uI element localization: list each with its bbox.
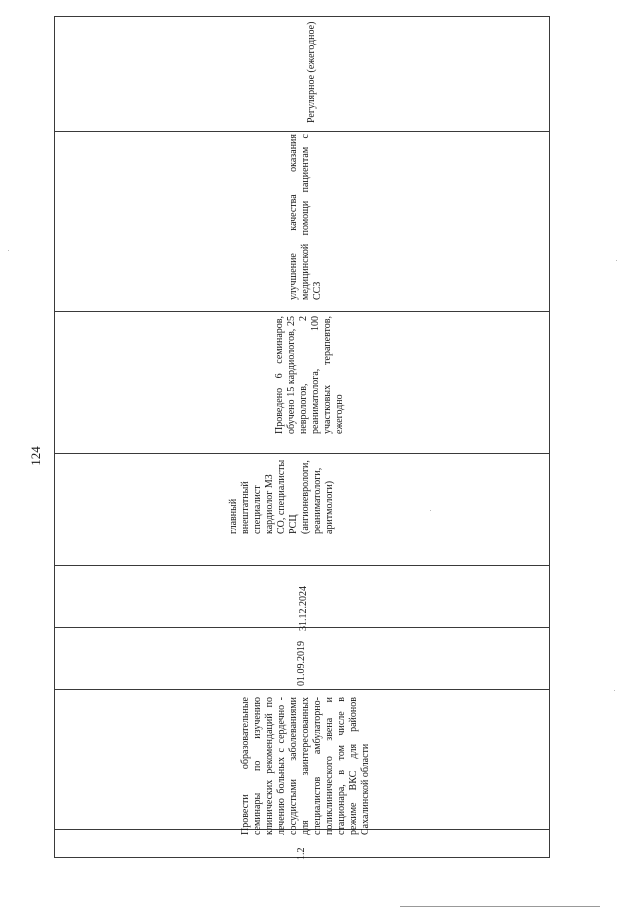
column-divider [55,131,549,132]
indicator-cell: улучшение качества оказания медицинской помощи пациентам с ССЗ [288,134,323,300]
scan-dust [616,260,617,261]
result-cell: Проведено 6 семинаров, обучено 15 кардиологов, 25 неврологов, 2 реаниматолога, 100 участковых терапевтов, ежегодно [274,316,345,434]
scan-dust [430,510,431,511]
periodicity-cell: Регулярное (ежегодное) [306,21,317,123]
scan-dust [614,690,615,691]
responsible-cell: главный внештатный специалист кардиолог МЗ СО, специалисты РСЦ (ангионеврологи, реаниматологи, аритмологи) [228,459,335,534]
plan-table [54,16,550,858]
column-divider [55,453,549,454]
column-divider [55,689,549,690]
scan-dust [8,250,9,251]
activity-cell: Провести образовательные семинары по изучению клинических рекомендаций по лечению больных с сердечно - сосудистыми заболеваниями для заинтересованных специалистов амбулаторно-поликлинического звена и стационара, в том числе в режиме ВКС для районов Сахалинской области [240,697,371,835]
start-date-cell: 01.09.2019 [296,641,307,686]
end-date-cell: 31.12.2024 [298,586,309,631]
column-divider [55,565,549,566]
page-number: 124 [28,446,43,466]
scan-edge-mark [400,906,600,907]
column-divider [55,311,549,312]
row-number-cell: 1.2 [296,847,307,860]
